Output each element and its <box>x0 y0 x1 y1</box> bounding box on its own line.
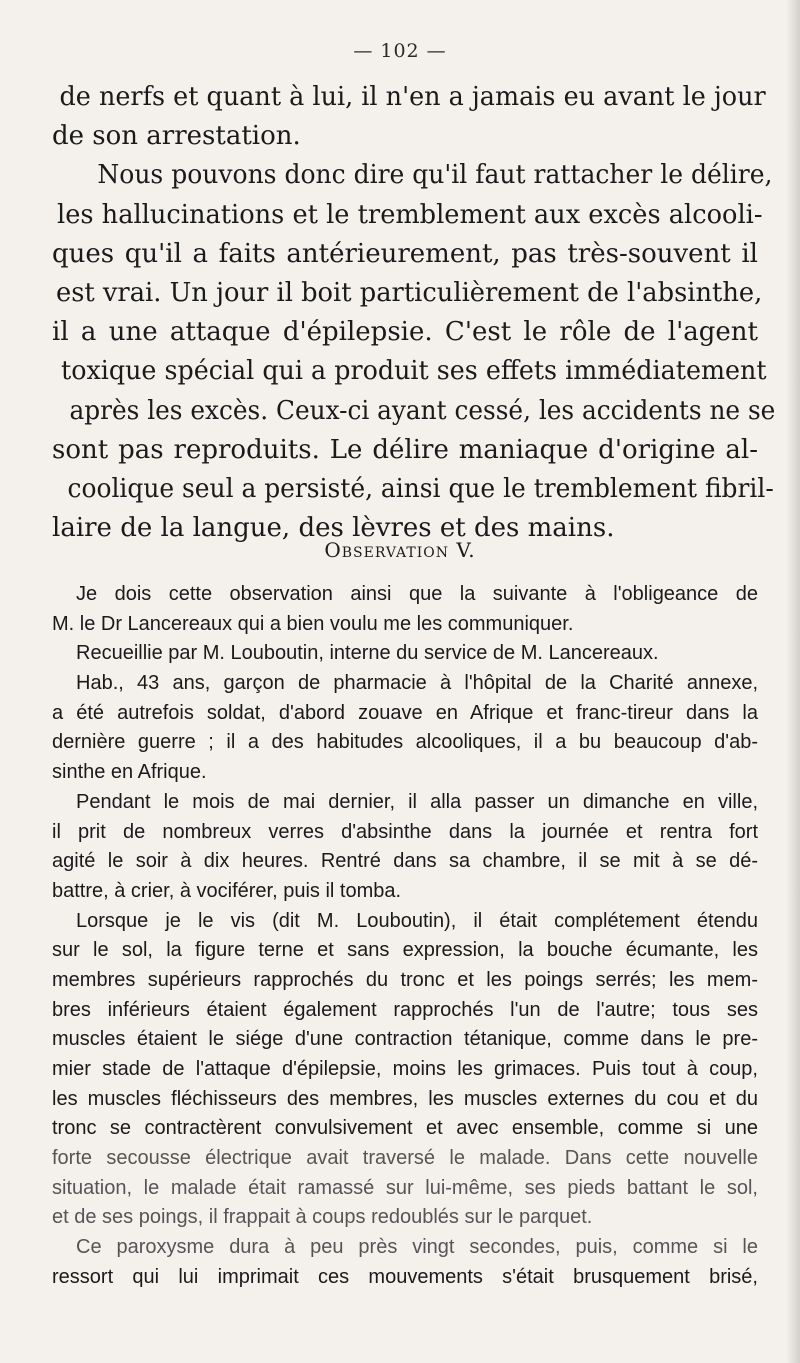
text-line: il prit de nombreux verres d'absinthe dans la journée et rentra fort <box>52 820 758 843</box>
text-line: Ce paroxysme dura à peu près vingt secondes, puis, comme si le <box>76 1236 758 1259</box>
text-line: muscles étaient le siége d'une contraction tétanique, comme dans le pre- <box>52 1028 758 1051</box>
text-line: les muscles fléchisseurs des membres, les muscles externes du cou et du <box>52 1087 758 1110</box>
text-line: forte secousse électrique avait traversé le malade. Dans cette nouvelle <box>52 1147 758 1170</box>
text-line: dernière guerre ; il a des habitudes alcooliques, il a bu beaucoup d'ab- <box>52 731 758 754</box>
text-line: sont pas reproduits. Le délire maniaque d'origine al- <box>52 434 758 465</box>
text-line: ressort qui lui imprimait ces mouvements s'était brusquement brisé, <box>52 1265 758 1288</box>
text-line: coolique seul a persisté, ainsi que le tremblement fibril- <box>67 473 774 504</box>
text-line: toxique spécial qui a produit ses effets immédiatement <box>61 356 767 387</box>
text-line: a été autrefois soldat, d'abord zouave en Afrique et franc-tireur dans la <box>52 701 758 724</box>
text-line: agité le soir à dix heures. Rentré dans sa chambre, il se mit à se dé- <box>52 850 758 873</box>
text-line: membres supérieurs rapprochés du tronc et les poings serrés; les mem- <box>52 968 758 991</box>
text-line: il a une attaque d'épilepsie. C'est le rôle de l'agent <box>52 317 758 348</box>
text-line: et de ses poings, il frappait à coups redoublés sur le parquet. <box>52 1206 593 1229</box>
page-edge-shadow <box>786 0 800 1363</box>
text-line: Recueillie par M. Louboutin, interne du service de M. Lancereaux. <box>76 642 659 665</box>
text-line: sinthe en Afrique. <box>52 761 207 784</box>
text-line: mier stade de l'attaque d'épilepsie, moins les grimaces. Puis tout à coup, <box>52 1058 758 1080</box>
text-line: situation, le malade était ramassé sur lui-même, ses pieds battant le sol, <box>52 1176 758 1199</box>
text-line: après les excès. Ceux-ci ayant cessé, les accidents ne se <box>69 395 776 426</box>
page-number: — 102 — <box>353 40 447 62</box>
observation-heading: Observation V. <box>324 538 476 562</box>
paragraph-upper <box>52 78 776 548</box>
text-line: Je dois cette observation ainsi que la suivante à l'obligeance de <box>76 583 758 605</box>
text-line: Hab., 43 ans, garçon de pharmacie à l'hôpital de la Charité annexe, <box>76 672 758 695</box>
text-line: sur le sol, la figure terne et sans expression, la bouche écumante, les <box>52 939 758 962</box>
text-line: de son arrestation. <box>52 121 301 152</box>
paragraph-lower <box>52 580 758 1293</box>
text-line: laire de la langue, des lèvres et des mains. <box>52 513 615 544</box>
text-line: bres inférieurs étaient également rapprochés l'un de l'autre; tous ses <box>52 998 758 1021</box>
text-line: est vrai. Un jour il boit particulièrement de l'absinthe, <box>56 277 763 308</box>
text-line: tronc se contractèrent convulsivement et avec ensemble, comme si une <box>52 1117 758 1140</box>
text-line: les hallucinations et le tremblement aux excès alcooli- <box>57 199 763 230</box>
text-line: battre, à crier, à vociférer, puis il tomba. <box>52 879 402 902</box>
text-line: Lorsque je le vis (dit M. Louboutin), il était complétement étendu <box>76 909 758 932</box>
text-line: ques qu'il a faits antérieurement, pas très-souvent il <box>52 238 758 269</box>
text-line: de nerfs et quant à lui, il n'en a jamais eu avant le jour <box>59 82 766 112</box>
text-line: M. le Dr Lancereaux qui a bien voulu me les communiquer. <box>52 612 574 635</box>
text-line: Nous pouvons donc dire qu'il faut rattacher le délire, <box>97 160 773 191</box>
text-line: Pendant le mois de mai dernier, il alla passer un dimanche en ville, <box>76 790 758 813</box>
